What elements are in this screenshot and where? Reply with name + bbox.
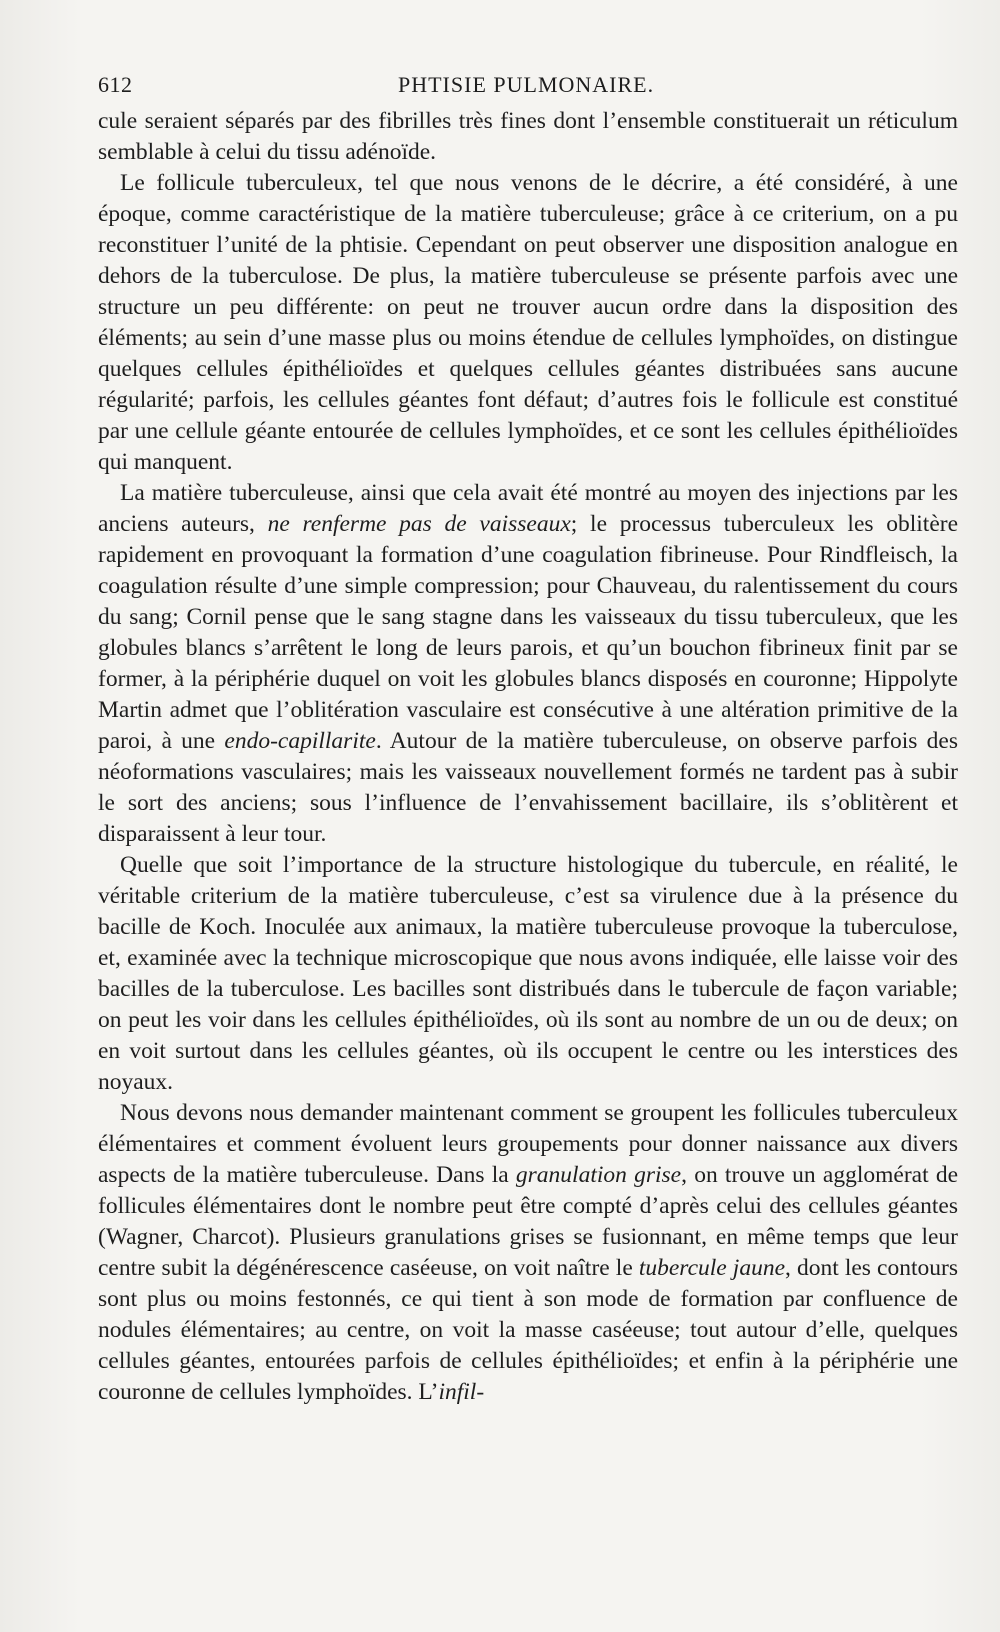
running-title: PHTISIE PULMONAIRE. — [398, 72, 655, 97]
text-run: cule seraient séparés par des fibrilles très fines dont l’ensemble constituerait un réticulum semblable à celui du tissu adénoïde. — [98, 108, 958, 165]
paragraph — [98, 168, 958, 478]
italic-text: infil- — [438, 1379, 485, 1405]
text-run: Nous devons nous demander maintenant comment se groupent les follicules tuberculeux élémentaires et comment évoluent leurs groupements pour donner naissance aux divers aspects de la matière tuberculeuse. Dans la — [98, 1100, 958, 1188]
paragraph — [98, 1098, 958, 1408]
italic-text: tubercule jaune — [638, 1255, 786, 1281]
body-text — [98, 106, 958, 1408]
italic-text: endo-capillarite — [224, 728, 376, 754]
text-run: La matière tuberculeuse, ainsi que cela avait été montré au moyen des injections par les anciens auteurs, — [98, 480, 958, 537]
page-number: 612 — [98, 72, 133, 97]
paragraph — [98, 106, 958, 168]
text-run: , on trouve un agglomérat de follicules élémentaires dont le nombre peut être compté d’après celui des cellules géantes (Wagner, Charcot). Plusieurs granulations grises se fusionnant, en même temps que leur centre subit la dégénérescence caséeuse, on voit naître le — [98, 1162, 959, 1281]
text-run: Le follicule tuberculeux, tel que nous venons de le décrire, a été considéré, à une époque, comme caractéristique de la matière tuberculeuse; grâce à ce criterium, on a pu reconstituer l’unité de la phtisie. Cependant on peut observer une disposition analogue en dehors de la tuberculose. De plus, la matière tuberculeuse se présente parfois avec une structure un peu différente: on peut ne trouver aucun ordre dans la disposition des éléments; au sein d’une masse plus ou moins étendue de cellules lymphoïdes, on distingue quelques cellules épithélioïdes et quelques cellules géantes distribuées sans aucune régularité; parfois, les cellules géantes font défaut; d’autres fois le follicule est constitué par une cellule géante entourée de cellules lymphoïdes, et ce sont les cellules épithélioïdes qui manquent. — [98, 170, 958, 475]
text-run: , dont les contours sont plus ou moins festonnés, ce qui tient à son mode de formation par confluence de nodules élémentaires; au centre, on voit la masse caséeuse; tout autour d’elle, quelques cellules géantes, entourées parfois de cellules épithélioïdes; et enfin à la périphérie une couronne de cellules lymphoïdes. L’ — [98, 1255, 958, 1405]
running-head — [98, 62, 958, 106]
text-run: Quelle que soit l’importance de la structure histologique du tubercule, en réalité, le véritable criterium de la matière tuberculeuse, c’est sa virulence due à la présence du bacille de Koch. Inoculée aux animaux, la matière tuberculeuse provoque la tuberculose, et, examinée avec la technique microscopique que nous avons indiquée, elle laisse voir des bacilles de la tuberculose. Les bacilles sont distribués dans le tubercule de façon variable; on peut les voir dans les cellules épithélioïdes, où ils sont au nombre de un ou de deux; on en voit surtout dans les cellules géantes, où ils occupent le centre ou les interstices des noyaux. — [98, 852, 958, 1095]
italic-text: ne renferme pas de vaisseaux — [267, 511, 571, 537]
text-run: ; le processus tuberculeux les oblitère rapidement en provoquant la formation d’une coagulation fibrineuse. Pour Rindfleisch, la coagulation résulte d’une simple compression; pour Chauveau, du ralentissement du cours du sang; Cornil pense que le sang stagne dans les vaisseaux du tissu tuberculeux, que les globules blancs s’arrêtent le long de leurs parois, et qu’un bouchon fibrineux finit par se former, à la périphérie duquel on voit les globules blancs disposés en couronne; Hippolyte Martin admet que l’oblitération vasculaire est consécutive à une altération primitive de la paroi, à une — [98, 511, 959, 754]
italic-text: granulation grise — [515, 1162, 682, 1188]
text-run: . Autour de la matière tuberculeuse, on observe parfois des néoformations vasculaires; mais les vaisseaux nouvellement formés ne tardent pas à subir le sort des anciens; sous l’influence de l’envahissement bacillaire, ils s’oblitèrent et disparaissent à leur tour. — [98, 728, 958, 847]
paragraph — [98, 478, 958, 850]
paragraph — [98, 850, 958, 1098]
